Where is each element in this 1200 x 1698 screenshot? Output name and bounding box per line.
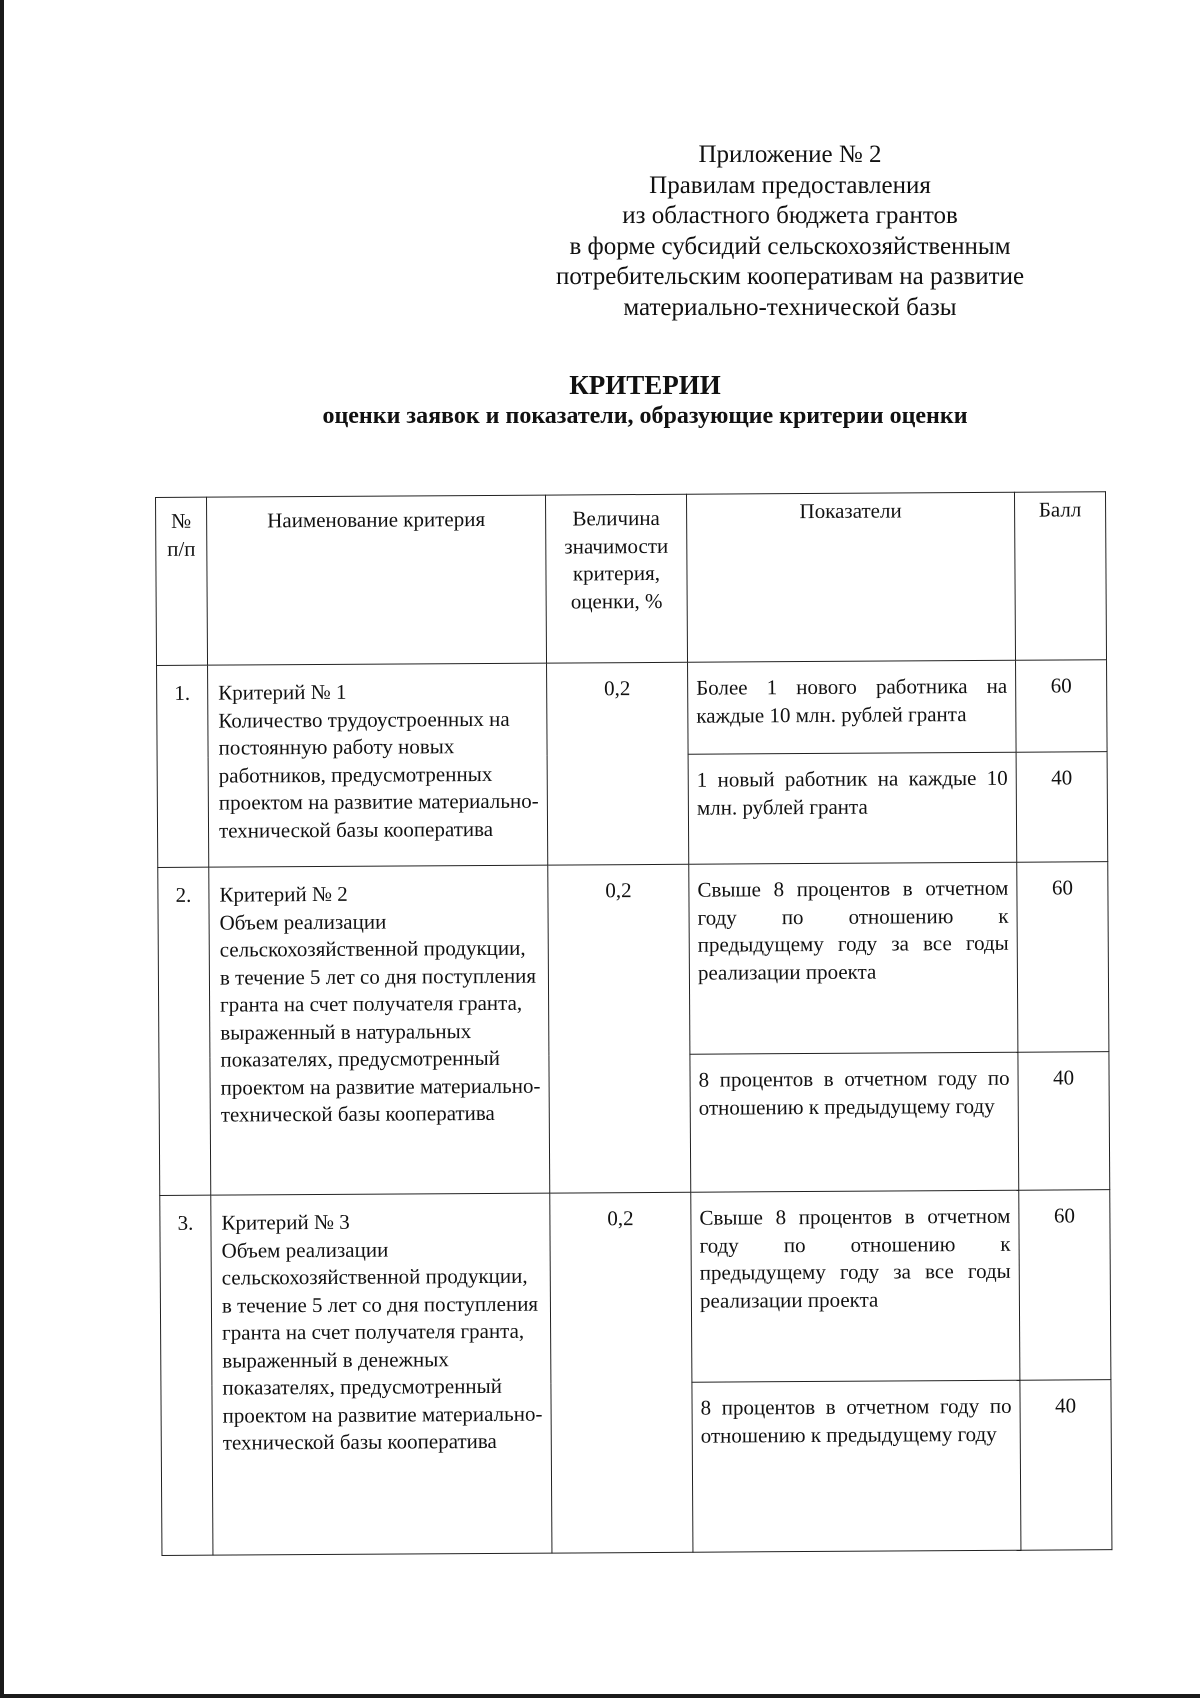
criterion-description: Объем реализации сельскохозяйственной продукции, в течение 5 лет со дня поступления гранта на счет получателя гранта, выраженный в натуральных показателях, предусмотренный проектом на развитие материально-технической базы кооператива [219,909,541,1127]
indicator-text: Свыше 8 процентов в отчетном году по отношению к предыдущему году за все годы реализации проекта [689,862,1018,1054]
row-number: 2. [158,867,211,1195]
header-name: Наименование критерия [207,495,547,665]
table-row [158,862,1109,1058]
header-indicators: Показатели [686,492,1015,662]
indicator-score: 40 [1018,1052,1110,1191]
indicator-score: 60 [1019,1190,1111,1381]
indicator-score: 60 [1017,862,1109,1053]
criterion-description: Объем реализации сельскохозяйственной продукции, в течение 5 лет со дня поступления гранта на счет получателя гранта, выраженный в денежных показателях, предусмотренный проектом на развитие материально-технической базы кооператива [221,1237,543,1455]
indicator-score: 40 [1020,1380,1112,1551]
header-value: Величина значимости критерия, оценки, % [545,494,687,663]
criterion-weight: 0,2 [548,864,691,1193]
appendix-header [510,140,1070,323]
indicator-text: 1 новый работник на каждые 10 млн. рублей гранта [688,752,1017,864]
row-number: 1. [157,665,209,867]
criteria-table [155,491,1112,1556]
document-subtitle: оценки заявок и показатели, образующие критерии оценки [322,403,968,429]
criterion-description: Количество трудоустроенных на постоянную работу новых работников, предусмотренных проектом на развитие материально-технической базы кооператива [218,706,539,843]
indicator-text: 8 процентов в отчетном году по отношению к предыдущему году [692,1380,1021,1552]
appendix-line: материально-технической базы [623,293,957,321]
appendix-line: Приложение № 2 [698,141,882,168]
indicator-score: 60 [1016,660,1108,753]
criterion-name [209,865,550,1195]
table-row [157,660,1108,758]
appendix-line: Правилам предоставления [649,171,931,199]
document-title: КРИТЕРИИ [569,370,721,400]
criterion-title: Критерий № 2 [219,881,348,907]
indicator-text: Более 1 нового работника на каждые 10 млн. рублей гранта [688,660,1017,754]
indicator-text: 8 процентов в отчетном году по отношению к предыдущему году [690,1052,1019,1192]
appendix-line: из областного бюджета грантов [622,202,958,229]
criterion-weight: 0,2 [550,1192,693,1553]
indicator-score: 40 [1016,752,1108,863]
indicator-text: Свыше 8 процентов в отчетном году по отношению к предыдущему году за все годы реализации проекта [691,1190,1020,1382]
scan-border-bottom [0,1694,1200,1698]
criterion-name [211,1193,552,1555]
criterion-name [208,663,548,867]
criterion-title: Критерий № 3 [221,1209,350,1235]
criterion-title: Критерий № 1 [218,679,347,705]
table-header-row [156,492,1107,666]
appendix-line: в форме субсидий сельскохозяйственным [569,232,1011,260]
criterion-weight: 0,2 [547,662,689,865]
row-number: 3. [160,1195,213,1555]
scan-border-left [0,0,4,1698]
appendix-line: потребительским кооперативам на развитие [555,263,1025,290]
header-score: Балл [1014,492,1106,661]
table-row [160,1190,1111,1386]
header-num: № п/п [156,497,208,665]
